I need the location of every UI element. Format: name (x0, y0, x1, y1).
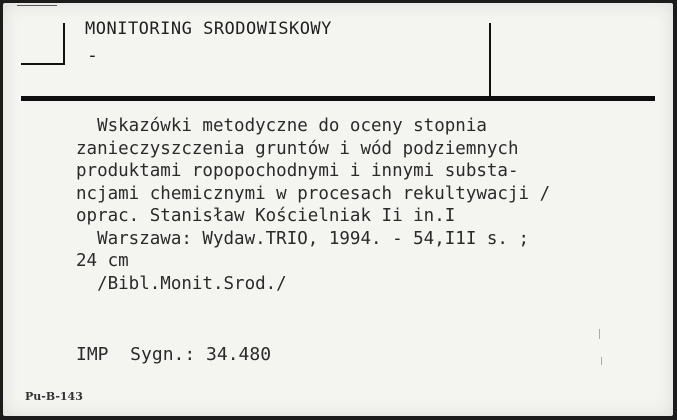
entry-line: ncjami chemicznymi w procesach rekultywacji / (76, 183, 551, 204)
entry-line: zanieczyszczenia gruntów i wód podziemnych (76, 138, 519, 159)
entry-line: /Bibl.Monit.Srod./ (76, 273, 287, 294)
catalog-card (3, 3, 673, 416)
entry-line: Wskazówki metodyczne do oceny stopnia (76, 116, 487, 136)
scratch-mark (599, 329, 600, 339)
header-rule (21, 96, 655, 101)
entry-line: Warszawa: Wydaw.TRIO, 1994. - 54,I1I s. ; (76, 228, 530, 249)
top-edge-mark (17, 5, 57, 6)
call-number: IMP Sygn.: 34.480 (76, 344, 272, 365)
subject-subheading: - (87, 45, 98, 66)
card-code: Pu-B-143 (25, 390, 83, 403)
entry-line: oprac. Stanisław Kościelniak Ii in.I (76, 206, 456, 226)
entry-line: produktami ropopochodnymi i innymi substa- (76, 161, 519, 181)
scratch-mark (601, 357, 602, 365)
header-divider (489, 23, 491, 97)
subject-heading: MONITORING SRODOWISKOWY (85, 19, 332, 39)
corner-mark-vertical (63, 23, 65, 65)
bibliographic-entry (76, 115, 668, 295)
entry-line: 24 cm (76, 251, 129, 271)
corner-mark-horizontal (21, 63, 65, 65)
